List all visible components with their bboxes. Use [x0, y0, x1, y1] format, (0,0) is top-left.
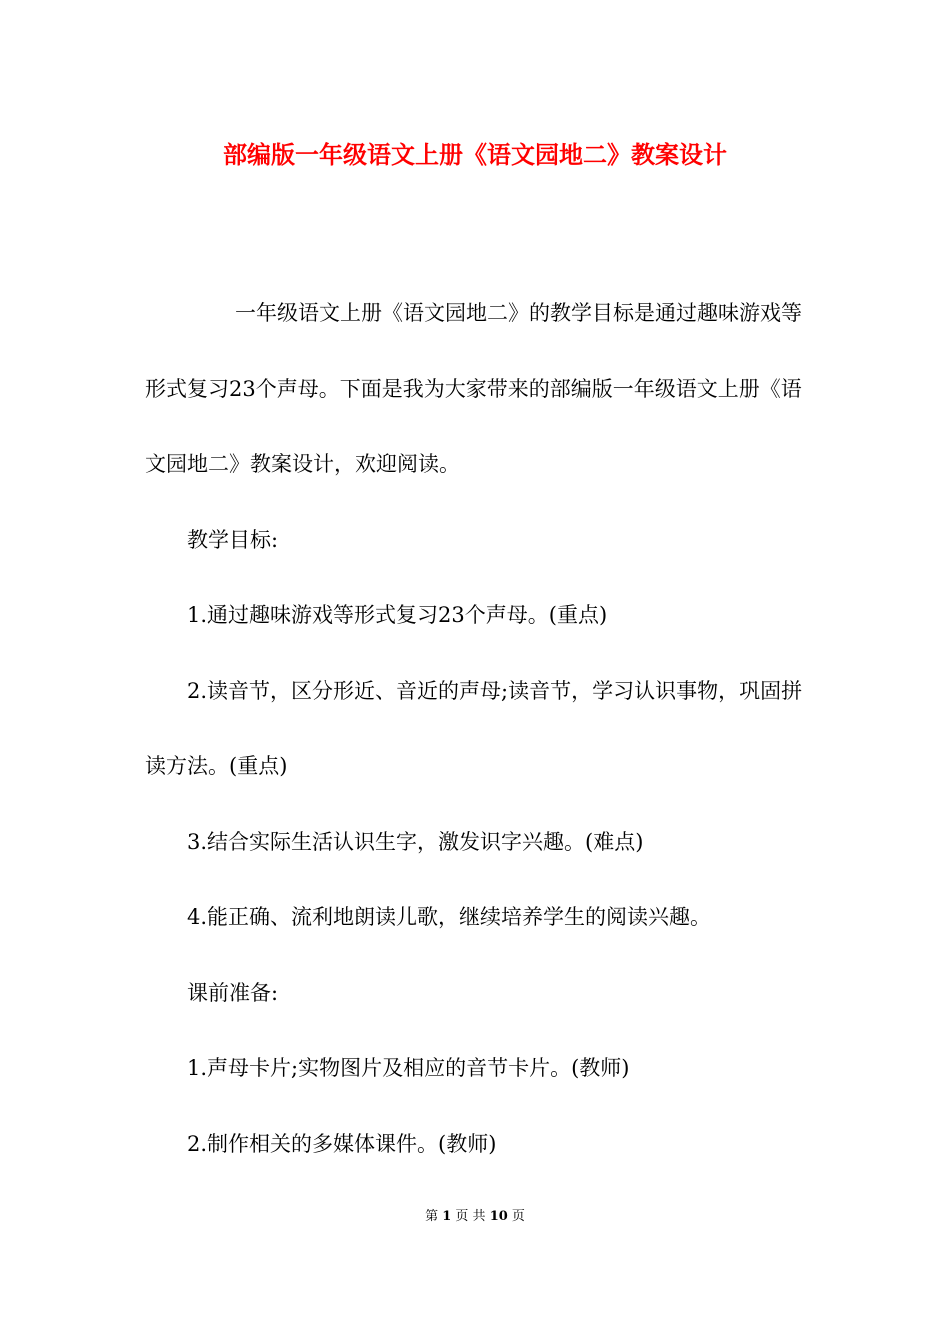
document-body: [145, 276, 810, 1182]
intro-paragraph: 一年级语文上册《语文园地二》的教学目标是通过趣味游戏等形式复习23个声母。下面是我为大家带来的部编版一年级语文上册《语文园地二》教案设计，欢迎阅读。: [145, 301, 802, 476]
goal-item-3: 3.结合实际生活认识生字，激发识字兴趣。(难点): [187, 829, 644, 854]
preparation-item-1: 1.声母卡片;实物图片及相应的音节卡片。(教师): [187, 1056, 630, 1080]
footer-page-number: 1: [442, 1209, 452, 1224]
section-heading-preparation: 课前准备:: [187, 980, 279, 1005]
preparation-item-2: 2.制作相关的多媒体课件。(教师): [187, 1131, 497, 1156]
footer-prefix: 第: [425, 1209, 439, 1224]
goal-item-1: 1.通过趣味游戏等形式复习23个声母。(重点): [187, 603, 608, 627]
document-title: 部编版一年级语文上册《语文园地二》教案设计: [223, 140, 727, 169]
footer-middle: 页 共: [455, 1209, 486, 1224]
goal-item-2: 2.读音节，区分形近、音近的声母;读音节，学习认识事物，巩固拼读方法。(重点): [145, 678, 803, 778]
footer-suffix: 页: [511, 1209, 525, 1224]
section-heading-goals: 教学目标:: [187, 527, 279, 552]
page-footer: [0, 1207, 950, 1227]
footer-total-pages: 10: [489, 1209, 508, 1224]
goal-item-4: 4.能正确、流利地朗读儿歌，继续培养学生的阅读兴趣。: [187, 905, 712, 929]
